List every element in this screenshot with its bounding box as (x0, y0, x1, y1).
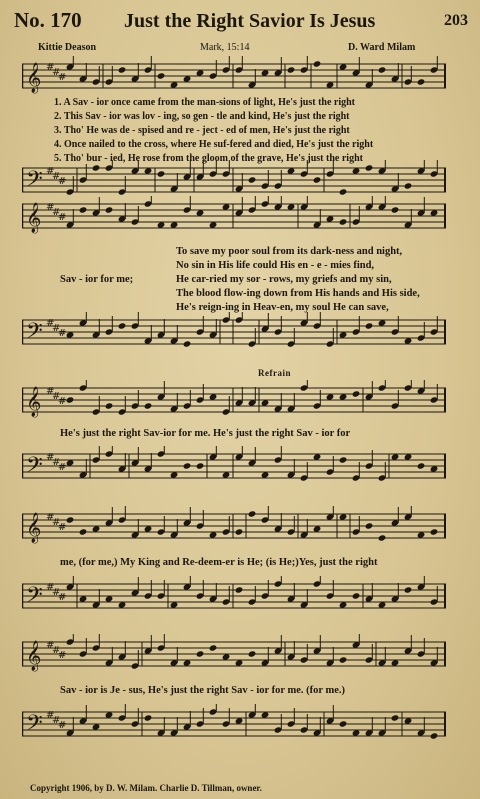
hymn-title: Just the Right Savior Is Jesus (124, 10, 376, 32)
verse-line-2: 2. This Sav - ior was lov - ing, so gen - tle and kind, He's just the right (54, 111, 350, 122)
svg-text:𝄢: 𝄢 (26, 711, 43, 741)
svg-text:𝄢: 𝄢 (26, 167, 43, 197)
svg-text:#: # (58, 522, 67, 533)
svg-text:#: # (46, 386, 55, 397)
scripture-reference: Mark, 15:14 (200, 42, 250, 53)
svg-text:#: # (46, 452, 55, 463)
svg-text:𝄞: 𝄞 (26, 513, 42, 543)
svg-text:#: # (52, 323, 61, 334)
svg-text:#: # (46, 166, 55, 177)
svg-text:#: # (58, 592, 67, 603)
verse-line-4: 4. Once nailed to the cross, where He suf-fered and died, He's just the right (54, 139, 374, 150)
svg-text:#: # (58, 650, 67, 661)
svg-text:#: # (52, 457, 61, 468)
svg-text:#: # (58, 462, 67, 473)
svg-text:#: # (52, 67, 61, 78)
refrain-label: Refrain (258, 368, 291, 378)
svg-text:#: # (58, 720, 67, 731)
refrain-line-2: me, (for me,) My King and Re-deem-er is He; (is He;)Yes, just the right (60, 557, 378, 568)
treble-staff-5 (22, 634, 446, 674)
svg-text:#: # (46, 582, 55, 593)
svg-text:#: # (46, 710, 55, 721)
chorus-lead-in: Sav - ior for me; (60, 274, 134, 285)
verse-line-1: 1. A Sav - ior once came from the man-sions of light, He's just the right (54, 97, 356, 108)
svg-text:#: # (52, 171, 61, 182)
bass-staff-5 (22, 704, 446, 744)
treble-staff-1 (22, 56, 446, 96)
verse-continuation-1: To save my poor soul from its dark-ness and night, (176, 246, 403, 257)
svg-text:#: # (46, 512, 55, 523)
hymn-number: No. 170 (14, 8, 82, 32)
svg-text:𝄞: 𝄞 (26, 641, 42, 671)
svg-text:𝄞: 𝄞 (26, 203, 42, 233)
svg-text:#: # (46, 318, 55, 329)
svg-text:𝄞: 𝄞 (26, 63, 42, 93)
svg-text:#: # (52, 715, 61, 726)
svg-text:#: # (52, 517, 61, 528)
verse-continuation-2: No sin in His life could His en - e - mies find, (176, 260, 375, 271)
bass-staff-3 (22, 446, 446, 486)
svg-text:𝄢: 𝄢 (26, 583, 43, 613)
svg-text:#: # (52, 391, 61, 402)
page-number: 203 (444, 12, 468, 29)
svg-text:𝄢: 𝄢 (26, 319, 43, 349)
svg-text:#: # (52, 587, 61, 598)
svg-text:#: # (46, 202, 55, 213)
verse-continuation-4: The blood flow-ing down from His hands and His side, (176, 288, 420, 299)
refrain-line-3: Sav - ior is Je - sus, He's just the right Sav - ior for me. (for me.) (60, 685, 346, 696)
svg-text:#: # (52, 645, 61, 656)
verse-line-3: 3. Tho' He was de - spised and re - ject - ed of men, He's just the right (54, 125, 350, 136)
verse-continuation-5: He's reign-ing in Heav-en, my soul He can save, (176, 302, 389, 313)
verse-continuation-3: He car-ried my sor - rows, my griefs and my sin, (176, 274, 392, 285)
refrain-line-1: He's just the right Sav-ior for me. He's just the right Sav - ior for (60, 428, 351, 439)
svg-text:#: # (58, 176, 67, 187)
verse-line-5: 5. Tho' bur - ied, He rose from the gloom of the grave, He's just the right (54, 153, 363, 164)
composer: D. Ward Milam (348, 42, 416, 53)
lyricist: Kittie Deason (38, 42, 97, 53)
bass-staff-1 (22, 160, 446, 200)
svg-text:#: # (46, 62, 55, 73)
bass-staff-2 (22, 312, 446, 352)
svg-text:#: # (58, 72, 67, 83)
svg-text:#: # (52, 207, 61, 218)
treble-staff-4 (22, 506, 446, 546)
svg-text:𝄞: 𝄞 (26, 387, 42, 417)
treble-staff-3 (22, 380, 446, 420)
svg-text:#: # (46, 640, 55, 651)
treble-staff-2 (22, 196, 446, 236)
copyright-notice: Copyright 1906, by D. W. Milam. Charlie D. Tillman, owner. (30, 783, 262, 793)
svg-text:#: # (58, 212, 67, 223)
svg-text:#: # (58, 396, 67, 407)
svg-text:#: # (58, 328, 67, 339)
bass-staff-4 (22, 576, 446, 616)
svg-text:𝄢: 𝄢 (26, 453, 43, 483)
